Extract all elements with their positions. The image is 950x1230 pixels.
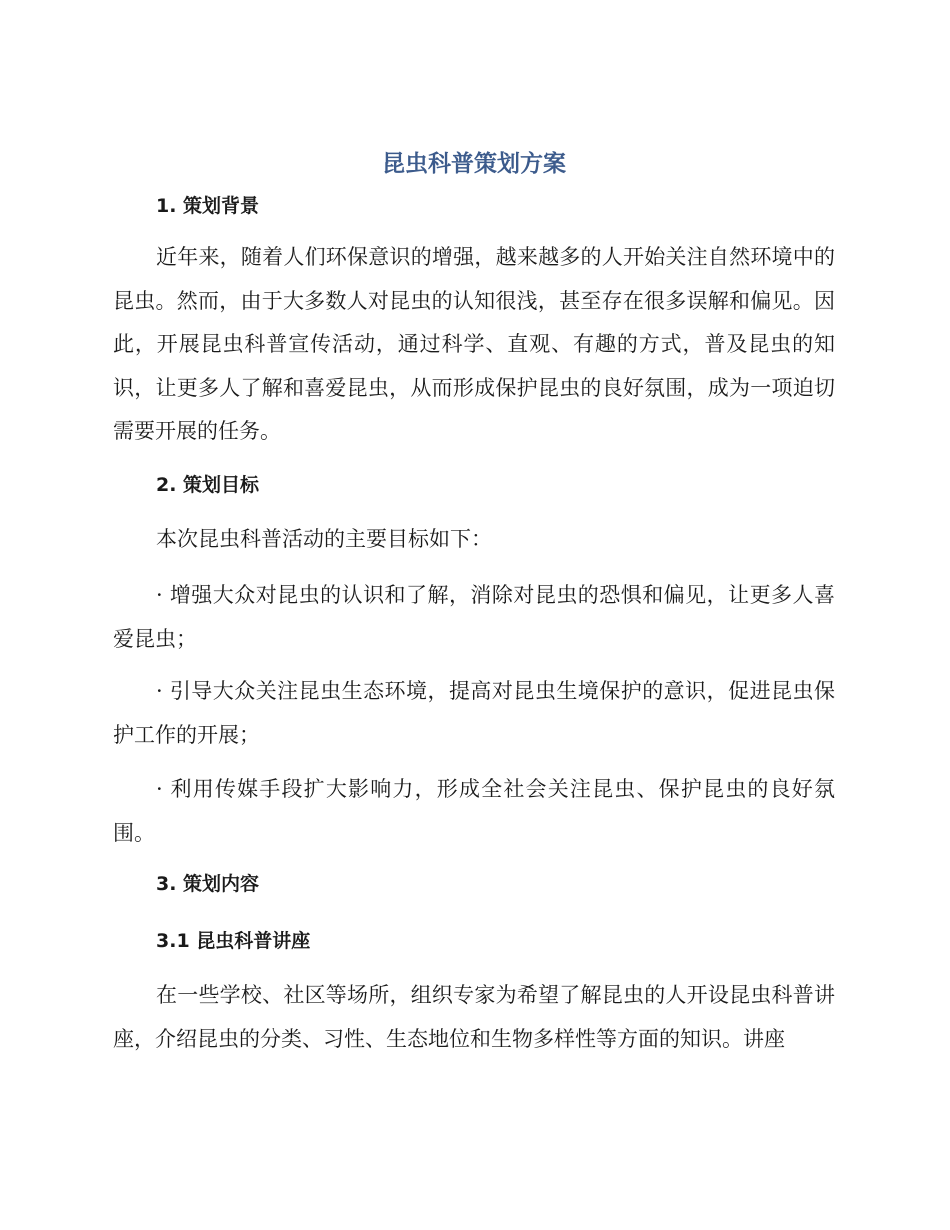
section-heading-content: 3. 策划内容 <box>156 873 260 895</box>
goals-intro: 本次昆虫科普活动的主要目标如下： <box>156 527 492 551</box>
lecture-paragraph: 在一些学校、社区等场所，组织专家为希望了解昆虫的人开设昆虫科普讲座，介绍昆虫的分类、习性、生态地位和生物多样性等方面的知识。讲座 <box>113 983 835 1051</box>
goal-bullet-1: · 增强大众对昆虫的认识和了解，消除对昆虫的恐惧和偏见，让更多人喜爱昆虫； <box>113 583 835 651</box>
section-heading-goals: 2. 策划目标 <box>156 474 260 496</box>
goal-bullet-2: · 引导大众关注昆虫生态环境，提高对昆虫生境保护的意识，促进昆虫保护工作的开展； <box>113 679 835 747</box>
section-heading-background: 1. 策划背景 <box>156 195 260 217</box>
subsection-heading-lecture: 3.1 昆虫科普讲座 <box>156 930 311 952</box>
goal-bullet-3: · 利用传媒手段扩大影响力，形成全社会关注昆虫、保护昆虫的良好氛围。 <box>113 777 835 845</box>
document-title: 昆虫科普策划方案 <box>382 151 566 177</box>
background-paragraph: 近年来，随着人们环保意识的增强，越来越多的人开始关注自然环境中的昆虫。然而，由于大多数人对昆虫的认知很浅，甚至存在很多误解和偏见。因此，开展昆虫科普宣传活动，通过科学、直观、有趣的方式，普及昆虫的知识，让更多人了解和喜爱昆虫，从而形成保护昆虫的良好氛围，成为一项迫切需要开展的任务。 <box>113 245 835 443</box>
